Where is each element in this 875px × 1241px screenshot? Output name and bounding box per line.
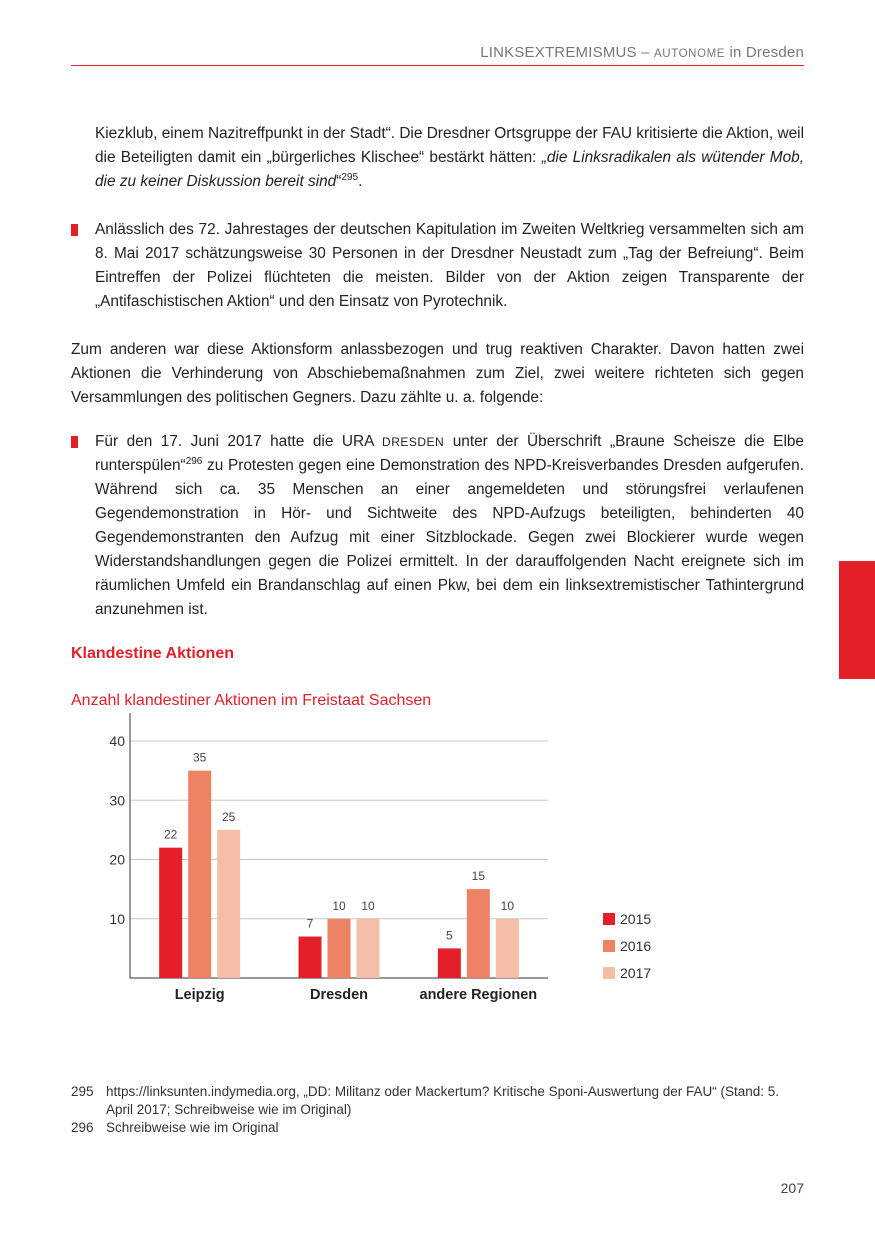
y-tick-label: 40 (109, 733, 125, 749)
bar (438, 948, 461, 978)
data-label: 5 (445, 928, 453, 943)
bullet-marker (71, 436, 78, 448)
legend-label: 2015 (620, 911, 652, 927)
data-label: 22 (163, 827, 178, 842)
bar (467, 889, 490, 978)
bar (188, 771, 211, 978)
footnote-ref-296[interactable]: 296 (185, 456, 203, 467)
category-label: andere Regionen (419, 987, 538, 1003)
y-tick-label: 10 (109, 910, 125, 927)
smallcaps-text: DRESDEN (382, 435, 445, 449)
legend-label: 2016 (620, 938, 652, 954)
data-label: 35 (192, 750, 207, 765)
chart-title: Anzahl klandestiner Aktionen im Freistaat Sachsen (71, 692, 432, 709)
legend-swatch (603, 913, 615, 925)
category-label: Dresden (309, 987, 369, 1003)
bullet-marker (71, 224, 78, 236)
footnote-text: https://linksunten.indymedia.org, „DD: Militanz oder Mackertum? Kritische Sponi-Auswertung der FAU“ (Stand: 5. April 2017; Schreibweise wie im Original) (106, 1084, 780, 1117)
footnote-number: 295 (71, 1084, 94, 1099)
quote-text: „die Linksradikalen als wütender Mob, die zu keiner Diskussion bereit sind (95, 149, 804, 190)
data-label: 10 (361, 898, 375, 913)
data-label: 7 (306, 916, 314, 931)
header-rule (71, 65, 804, 66)
quote-close: “ (336, 173, 342, 190)
bullet-paragraph-tag-der-befreiung: Anlässlich des 72. Jahrestages der deutschen Kapitulation im Zweiten Weltkrieg versammelten sich am 8. Mai 2017 schätzungsweise 30 Personen in der Dresdner Neustadt zum „Tag der Befreiung“. Beim Eintreffen der Polizei flüchteten die meisten. Bilder von der Aktion zeigen Transparente der „Antifaschistischen Aktion“ und den Einsatz von Pyrotechnik. (95, 221, 804, 310)
header-title-smallcaps: AUTONOME (654, 48, 726, 60)
paragraph-text: Für den 17. Juni 2017 hatte die URA (95, 433, 383, 450)
header-title-tail: in Dresden (725, 44, 804, 61)
data-label: 10 (332, 898, 346, 913)
header-title: LINKSEXTREMISMUS – (480, 44, 655, 61)
paragraph-end: . (358, 173, 363, 190)
legend-label: 2017 (620, 965, 652, 981)
page-number: 207 (780, 1180, 804, 1196)
paragraph-reaktive-aktionen: Zum anderen war diese Aktionsform anlassbezogen und trug reaktiven Charakter. Davon hatten zwei Aktionen die Verhinderung von Abschiebemaßnahmen zum Ziel, zwei weitere richteten sich gegen Versammlungen des politischen Gegners. Dazu zählte u. a. folgende: (71, 341, 804, 406)
footnote-296 (71, 1119, 804, 1137)
footnote-number: 296 (71, 1120, 94, 1135)
footnote-ref-295[interactable]: 295 (341, 172, 359, 183)
paragraph-text: unter der Überschrift „Braune Scheisze die Elbe runterspülen“ (95, 433, 804, 474)
paragraph-continuation (95, 122, 804, 194)
running-header (71, 44, 804, 61)
bar (299, 937, 322, 978)
data-label: 15 (471, 869, 486, 884)
y-tick-label: 30 (109, 792, 125, 809)
bar (357, 919, 380, 978)
footnote-295 (71, 1083, 804, 1119)
bullet-paragraph-ura-dresden (95, 430, 804, 622)
data-label: 25 (221, 809, 236, 824)
bar-chart (71, 710, 771, 1010)
bar (328, 919, 351, 978)
chapter-tab-marker (839, 561, 875, 679)
bar (217, 830, 240, 978)
paragraph-text: zu Protesten gegen eine Demonstration des NPD-Kreisverbandes Dresden aufgerufen. Während sich ca. 35 Menschen an einer angemeldeten und störungsfrei verlaufenen Gegendemonstration in Hör- und Sichtweite des NPD-Aufzugs beteiligten, behinderten 40 Gegendemonstranten den Aufzug mit einer Sitzblockade. Gegen zwei Blockierer wurde wegen Widerstandshandlungen gegen die Polizei ermittelt. In der darauffolgenden Nacht ereignete sich im räumlichen Umfeld ein Brandanschlag auf einen Pkw, bei dem ein linksextremistischer Tathintergrund anzunehmen ist. (95, 457, 804, 618)
category-label: Leipzig (174, 987, 225, 1003)
legend-swatch (603, 967, 615, 979)
y-tick-label: 20 (109, 851, 125, 868)
legend-swatch (603, 940, 615, 952)
data-label: 10 (500, 898, 515, 913)
section-title: Klandestine Aktionen (71, 645, 234, 662)
bar (496, 919, 519, 978)
bar (159, 848, 182, 978)
paragraph-text: Kiezklub, einem Nazitreffpunkt in der Stadt“. Die Dresdner Ortsgruppe der FAU kritisierte die Aktion, weil die Beteiligten damit ein „bürgerliches Klischee“ bestärkt hätten: (95, 125, 804, 166)
footnote-text: Schreibweise wie im Original (106, 1120, 279, 1135)
